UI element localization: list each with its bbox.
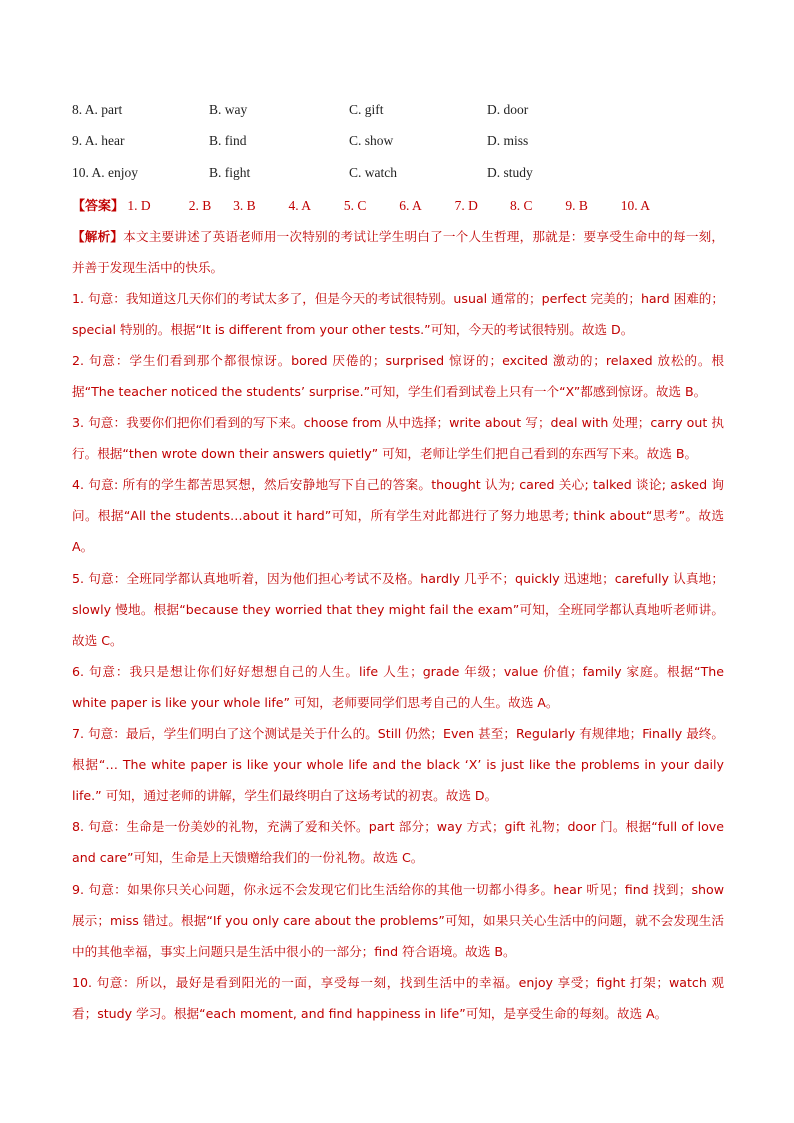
option-a: 9. A. hear	[72, 133, 125, 148]
explanation-9: 9. 句意：如果你只关心问题，你永远不会发现它们比生活给你的其他一切都小得多。hear 听见；find 找到；show 展示；miss 错过。根据“If you only care about the problems”可知，如果只关心生活中的问题，就不会发现生活中的其他幸福，事实上问题只是生活中很小的一部分；find 符合语境。故选 B。	[72, 882, 724, 960]
option-b: B. way	[209, 102, 248, 117]
option-a: 8. A. part	[72, 102, 123, 117]
analysis-tag: 【解析】	[72, 229, 124, 244]
option-row-10	[72, 165, 732, 185]
option-a: 10. A. enjoy	[72, 165, 138, 180]
option-row-9	[72, 133, 732, 153]
option-b: B. fight	[209, 165, 251, 180]
option-d: D. door	[487, 102, 529, 117]
option-c: C. watch	[349, 165, 397, 180]
answer-item: 5. C	[343, 198, 367, 213]
answer-item: 6. A	[399, 198, 422, 213]
answer-item: 7. D	[454, 198, 478, 213]
explanation-4: 4. 句意: 所有的学生都苦思冥想，然后安静地写下自己的答案。thought 认为; cared 关心; talked 谈论; asked 询问。根据“All the students…about it hard”可知，所有学生对此都进行了努力地思考; think about“思考”。故选 A。	[72, 477, 724, 555]
answer-item: 9. B	[565, 198, 588, 213]
explanation-2: 2. 句意：学生们看到那个都很惊讶。bored 厌倦的；surprised 惊讶的；excited 激动的；relaxed 放松的。根据“The teacher noticed the students’ surprise.”可知，学生们看到试卷上只有一个“X”都感到惊讶。故选 B。	[72, 353, 724, 400]
answer-key	[72, 195, 732, 214]
explanation-3: 3. 句意：我要你们把你们看到的写下来。choose from 从中选择；write about 写；deal with 处理；carry out 执行。根据“then wrote down their answers quietly” 可知，老师让学生们把自己看到的东西写下来。故选 B。	[72, 415, 724, 462]
answer-item: 1. D	[127, 198, 151, 213]
answer-item: 8. C	[510, 198, 533, 213]
option-b: B. find	[209, 133, 247, 148]
answer-tag: 【答案】	[72, 199, 125, 214]
option-d: D. miss	[487, 133, 529, 148]
answer-item: 10. A	[620, 198, 651, 213]
option-c: C. gift	[349, 102, 384, 117]
explanation-6: 6. 句意：我只是想让你们好好想想自己的人生。life 人生；grade 年级；value 价值；family 家庭。根据“The white paper is like your whole life” 可知，老师要同学们思考自己的人生。故选 A。	[72, 664, 724, 711]
explanation-5: 5. 句意：全班同学都认真地听着，因为他们担心考试不及格。hardly 几乎不；quickly 迅速地；carefully 认真地；slowly 慢地。根据“because they worried that they might fail the exam”可知，全班同学都认真地听老师讲。故选 C。	[72, 571, 724, 649]
explanation-10: 10. 句意：所以，最好是看到阳光的一面，享受每一刻，找到生活中的幸福。enjoy 享受；fight 打架；watch 观看；study 学习。根据“each moment, and find happiness in life”可知，是享受生命的每刻。故选 A。	[72, 975, 724, 1022]
answer-item: 3. B	[233, 198, 256, 213]
option-c: C. show	[349, 133, 394, 148]
answer-item: 2. B	[188, 198, 212, 213]
analysis-intro: 本文主要讲述了英语老师用一次特别的考试让学生明白了一个人生哲理，那就是：要享受生命中的每一刻，并善于发现生活中的快乐。	[72, 229, 725, 276]
analysis-paragraph	[72, 221, 724, 283]
explanation-1: 1. 句意：我知道这几天你们的考试太多了，但是今天的考试很特别。usual 通常的；perfect 完美的；hard 困难的；special 特别的。根据“It is different from your other tests.”可知，今天的考试很特别。故选 D。	[72, 291, 724, 338]
answer-item: 4. A	[288, 198, 312, 213]
option-d: D. study	[487, 165, 533, 180]
explanation-7: 7. 句意：最后，学生们明白了这个测试是关于什么的。Still 仍然；Even 甚至；Regularly 有规律地；Finally 最终。根据“… The white paper is like your whole life and the black ‘X’ is just like the problems in your daily life.” 可知，通过老师的讲解，学生们最终明白了这场考试的初衷。故选 D。	[72, 726, 724, 804]
option-row-8	[72, 102, 732, 122]
explanation-8: 8. 句意：生命是一份美妙的礼物，充满了爱和关怀。part 部分；way 方式；gift 礼物；door 门。根据“full of love and care”可知，生命是上天馈赠给我们的一份礼物。故选 C。	[72, 819, 724, 866]
